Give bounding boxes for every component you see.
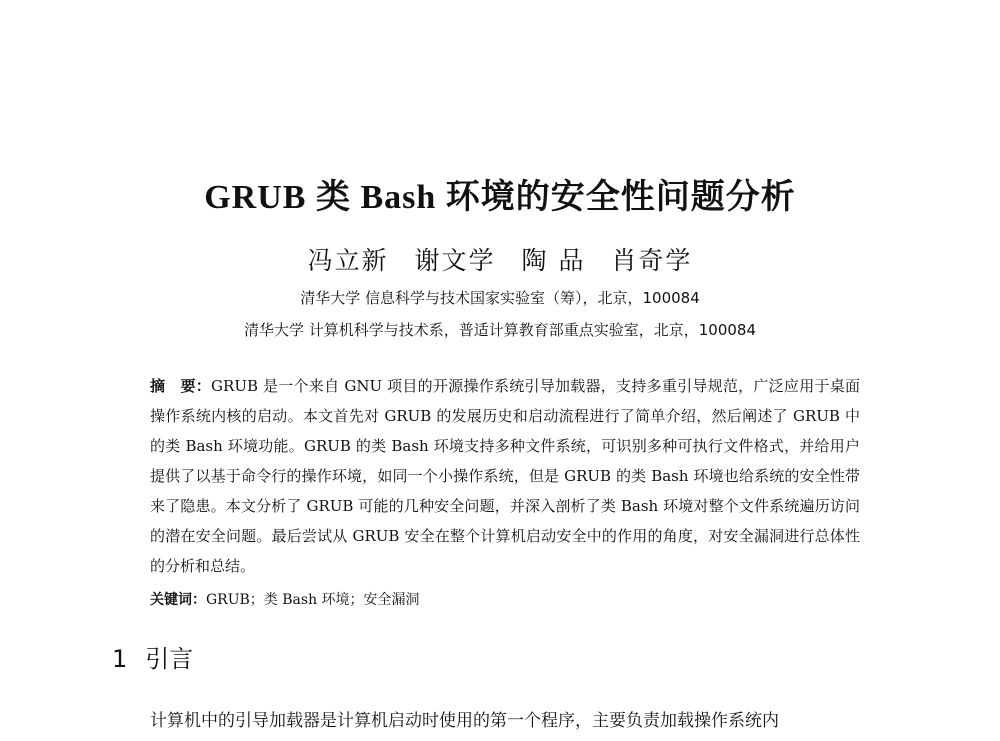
- abstract-text: GRUB 是一个来自 GNU 项目的开源操作系统引导加载器，支持多重引导规范，广泛应用于桌面操作系统内核的启动。本文首先对 GRUB 的发展历史和启动流程进行了简单介绍，然后阐述了 GRUB 中的类 Bash 环境功能。GRUB 的类 Bash 环境支持多种文件系统，可识别多种可执行文件格式，并给用户提供了以基于命令行的操作环境，如同一个小操作系统，但是 GRUB 的类 Bash 环境也给系统的安全性带来了隐患。本文分析了 GRUB 可能的几种安全问题，并深入剖析了类 Bash 环境对整个文件系统遍历访问的潜在安全问题。最后尝试从 GRUB 安全在整个计算机启动安全中的作用的角度，对安全漏洞进行总体性的分析和总结。: [150, 377, 860, 575]
- abstract: [150, 371, 860, 581]
- affiliation: 清华大学 信息科学与技术国家实验室（筹），北京，100084: [300, 289, 700, 307]
- abstract-label: 摘 要：: [150, 377, 212, 395]
- author-name: 谢文学: [414, 246, 496, 275]
- author-name: 陶 品: [521, 246, 586, 275]
- keywords: [150, 588, 860, 612]
- affiliation: 清华大学 计算机科学与技术系，普适计算教育部重点实验室，北京，100084: [243, 321, 757, 339]
- body-paragraph: 计算机中的引导加载器是计算机启动时使用的第一个程序，主要负责加载操作系统内: [150, 711, 779, 731]
- author-list: [0, 244, 1000, 278]
- section-number: 1: [112, 645, 128, 673]
- section-title: 引言: [145, 645, 194, 673]
- paper-title: GRUB 类 Bash 环境的安全性问题分析: [204, 179, 796, 216]
- author-name: 肖奇学: [611, 246, 693, 275]
- author-name: 冯立新: [307, 246, 389, 275]
- section-heading: [112, 642, 193, 676]
- keywords-label: 关键词：: [150, 592, 206, 608]
- keywords-text: GRUB；类 Bash 环境；安全漏洞: [206, 592, 420, 608]
